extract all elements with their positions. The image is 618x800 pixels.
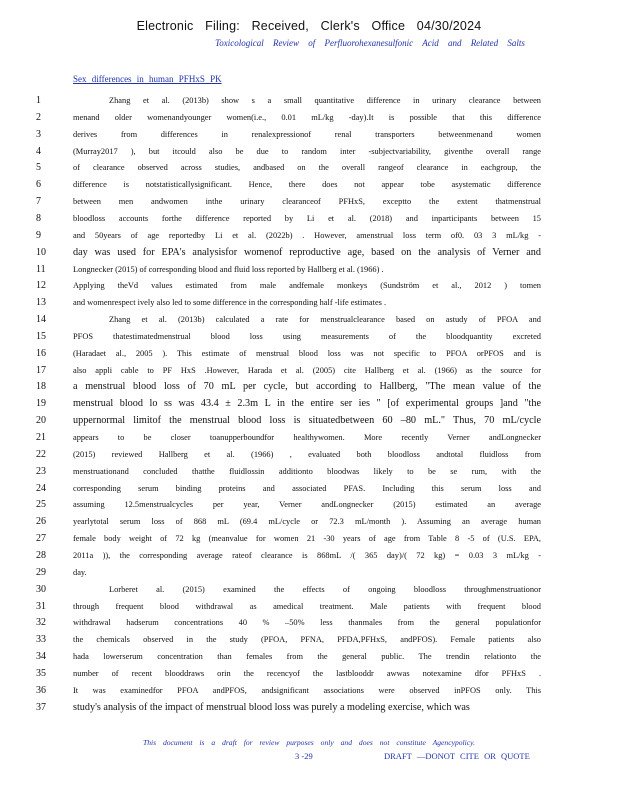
line-number: 24 <box>36 482 46 494</box>
line-number: 3 <box>36 128 41 140</box>
text-line <box>0 331 618 346</box>
page-number: 3 -29 <box>295 751 313 761</box>
line-number: 27 <box>36 533 46 545</box>
line-text: Zhang et al. (2013b) calculated a rate for menstrualclearance based on astudy of PFOA and <box>109 315 541 325</box>
line-number: 11 <box>36 263 46 275</box>
text-line <box>0 348 618 363</box>
line-text: menand older womenandyounger women(i.e., 0.01 mL/kg -day).It is possible that this difference <box>73 112 541 122</box>
line-text: through frequent blood withdrawal as amedical treatment. Male patients with frequent blood <box>73 601 541 611</box>
line-text: appears to be closer toanupperboundfor healthywomen. More recently Verner andLongnecker <box>73 433 541 442</box>
line-text: uppernormal limitof the menstrual blood loss is situatedbetween 60 –80 mL." Thus, 70 mL/cycle <box>73 415 541 427</box>
line-number: 17 <box>36 364 46 376</box>
text-line <box>0 213 618 228</box>
text-line <box>0 449 618 464</box>
line-number: 20 <box>36 415 46 427</box>
line-number: 30 <box>36 583 46 595</box>
line-number: 36 <box>36 684 46 696</box>
line-text: (Murray2017 ), but itcould also be due to random inter -subjectvariability, giventhe overall range <box>73 146 541 156</box>
text-line <box>0 584 618 599</box>
line-number: 31 <box>36 600 46 612</box>
line-number: 4 <box>36 145 41 157</box>
text-line <box>0 95 618 110</box>
line-text: 2011a )), the corresponding average rateof clearance is 868mL /( 365 day)/( 72 kg) = 0.03 3 mL/kg - <box>73 550 541 560</box>
line-text: withdrawal hadserum concentrations 40 % –50% less thanmales from the general populationfor <box>73 618 541 628</box>
line-number: 18 <box>36 381 46 393</box>
line-text: also appli cable to PF HxS .However, Harada et al. (2005) cite Hallberg et al. (1966) as the source for <box>73 365 541 375</box>
line-text: Longnecker (2015) of corresponding blood and fluid loss reported by Hallberg et al. (1966) . <box>73 264 384 274</box>
line-number: 21 <box>36 432 46 443</box>
line-text: difference is notstatisticallysignificant. Hence, there does not appear tobe asystematic difference <box>73 180 541 190</box>
line-number: 29 <box>36 566 46 578</box>
draft-disclaimer: This document is a draft for review purposes only and does not constitute Agencypolicy. <box>142 738 475 747</box>
line-text: PFOS thatestimatedmenstrual blood loss using measurements of the bloodquantity excreted <box>73 331 541 341</box>
line-text: Lorberet al. (2015) examined the effects of ongoing bloodloss throughmenstruationor <box>109 584 541 594</box>
line-text: and 50years of age reportedby Li et al. (2022b) . However, amenstrual loss term of0. 03 3 mL/kg - <box>73 230 541 240</box>
text-line <box>0 432 618 447</box>
text-line <box>0 365 618 380</box>
line-text: day was used for EPA's analysisfor womenof reproductive age, based on the analysis of Verner and <box>73 246 541 258</box>
text-line <box>0 230 618 245</box>
line-text: day. <box>73 567 87 577</box>
text-line <box>0 567 618 582</box>
text-line <box>0 466 618 481</box>
line-number: 13 <box>36 297 46 309</box>
text-line <box>0 112 618 127</box>
text-line <box>0 483 618 498</box>
text-line <box>0 533 618 548</box>
line-number: 15 <box>36 330 46 342</box>
text-line <box>0 702 618 717</box>
text-line <box>0 264 618 279</box>
document-subtitle: Toxicological Review of Perfluorohexanesulfonic Acid and Related Salts <box>215 38 525 48</box>
line-text: Zhang et al. (2013b) show s a small quantitative difference in urinary clearance between <box>109 96 541 105</box>
line-number: 23 <box>36 465 46 477</box>
text-line <box>0 381 618 396</box>
text-line <box>0 516 618 531</box>
line-text: the chemicals observed in the study (PFOA, PFNA, PFDA,PFHxS, andPFOS). Female patients also <box>73 635 541 645</box>
line-number: 35 <box>36 667 46 679</box>
text-line <box>0 247 618 262</box>
text-line <box>0 297 618 312</box>
text-line <box>0 162 618 177</box>
line-text: (Haradaet al., 2005 ). This estimate of menstrual blood loss was not specific to PFOA orPFOS and is <box>73 348 541 358</box>
text-line <box>0 685 618 700</box>
text-line <box>0 601 618 616</box>
text-line <box>0 129 618 144</box>
line-text: female body weight of 72 kg (meanvalue for women 21 -30 years of age from Table 8 -5 of (U.S. EPA, <box>73 534 541 544</box>
section-heading[interactable]: Sex differences in human PFHxS PK <box>73 74 222 84</box>
line-number: 33 <box>36 634 46 646</box>
text-line <box>0 550 618 565</box>
line-text: It was examinedfor PFOA andPFOS, andsignificant associations were observed inPFOS only. This <box>73 685 541 695</box>
line-text: study's analysis of the impact of menstrual blood loss was purely a modeling exercise, which was <box>73 701 470 713</box>
line-number: 7 <box>36 196 41 208</box>
line-number: 22 <box>36 448 46 460</box>
text-line <box>0 415 618 430</box>
line-number: 14 <box>36 314 46 326</box>
line-number: 25 <box>36 499 46 511</box>
line-text: assuming 12.5menstrualcycles per year, Verner andLongnecker (2015) estimated an average <box>73 500 541 510</box>
line-text: Applying theVd values estimated from male andfemale monkeys (Sundström et al., 2012 ) tomen <box>73 281 541 291</box>
filing-header: Electronic Filing: Received, Clerk's Office 04/30/2024 <box>136 19 482 33</box>
text-line <box>0 651 618 666</box>
line-number: 32 <box>36 617 46 629</box>
text-line <box>0 314 618 329</box>
line-number: 8 <box>36 212 41 224</box>
line-number: 37 <box>36 701 46 713</box>
line-number: 19 <box>36 398 46 410</box>
text-line <box>0 179 618 194</box>
text-line <box>0 499 618 514</box>
text-line <box>0 280 618 295</box>
line-text: a menstrual blood loss of 70 mL per cycle, but according to Hallberg, "The mean value of the <box>73 381 541 393</box>
line-number: 34 <box>36 651 46 663</box>
line-text: menstruationand concluded thatthe fluidlossin additionto bloodwas likely to be se rum, with the <box>73 466 541 476</box>
line-text: hada lowerserum concentration than females from the general public. The trendin relationto the <box>73 652 541 662</box>
line-text: (2015) reviewed Hallberg et al. (1966) , evaluated both bloodloss andtotal fluidloss from <box>73 449 541 459</box>
draft-notice: DRAFT —DONOT CITE OR QUOTE <box>384 751 530 761</box>
line-text: yearlytotal serum loss of 868 mL (69.4 mL/cycle or 72.3 mL/month ). Assuming an average human <box>73 517 541 527</box>
text-line <box>0 617 618 632</box>
line-text: between men andwomen inthe urinary clearanceof PFHxS, exceptto the extent thatmenstrual <box>73 197 541 207</box>
line-number: 2 <box>36 111 41 123</box>
line-text: menstrual blood lo ss was 43.4 ± 2.3m L in the entire ser ies " [of experimental groups ]and "the <box>73 398 541 410</box>
line-number: 1 <box>36 95 41 106</box>
text-line <box>0 398 618 413</box>
line-text: and womenrespect ively also led to some difference in the corresponding half -life estimates . <box>73 298 387 308</box>
line-number: 6 <box>36 179 41 191</box>
line-number: 9 <box>36 229 41 241</box>
line-text: corresponding serum binding proteins and associated PFAS. Including this serum loss and <box>73 483 541 493</box>
line-number: 28 <box>36 549 46 561</box>
text-line <box>0 668 618 683</box>
text-line <box>0 634 618 649</box>
line-text: bloodloss accounts forthe difference reported by Li et al. (2018) and inparticipants between 15 <box>73 213 541 223</box>
line-number: 26 <box>36 516 46 528</box>
line-number: 12 <box>36 280 46 292</box>
line-text: number of recent blooddraws orin the recencyof the lastblooddr awwas notexamine dfor PFHxS . <box>73 668 541 678</box>
line-number: 10 <box>36 246 46 258</box>
line-text: of clearance observed across studies, andbased on the overall rangeof clearance in eachgroup, the <box>73 163 541 173</box>
line-text: derives from differences in renalexpressionof renal transporters betweenmenand women <box>73 129 541 139</box>
line-number: 16 <box>36 347 46 359</box>
text-line <box>0 146 618 161</box>
text-line <box>0 196 618 211</box>
line-number: 5 <box>36 162 41 174</box>
